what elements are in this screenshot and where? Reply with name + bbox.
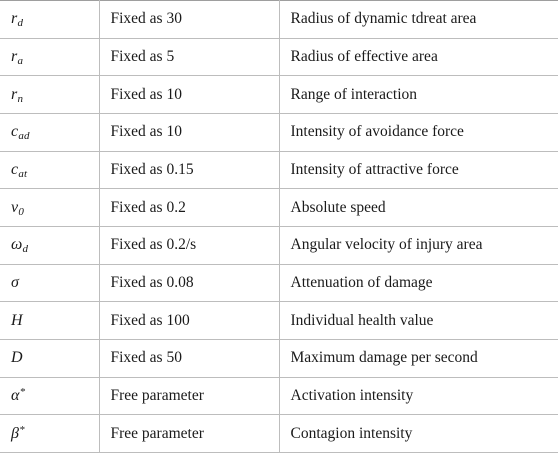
parameter-symbol (11, 10, 24, 30)
value-cell: Fixed as 10 (99, 76, 279, 114)
parameter-symbol (11, 312, 23, 329)
value-cell: Fixed as 0.2 (99, 189, 279, 227)
symbol-cell (0, 38, 99, 76)
table-row (0, 38, 558, 76)
description-cell: Absolute speed (279, 189, 558, 227)
parameter-symbol (11, 236, 29, 256)
parameter-symbol (11, 274, 19, 291)
parameter-symbol (11, 387, 25, 404)
description-cell: Contagion intensity (279, 415, 558, 453)
table-row (0, 339, 558, 377)
symbol-base: r (11, 47, 18, 65)
symbol-cell (0, 264, 99, 302)
description-cell: Individual health value (279, 302, 558, 340)
symbol-subscript: d (22, 243, 29, 256)
table-row (0, 302, 558, 340)
table-row (0, 264, 558, 302)
symbol-subscript: a (17, 54, 24, 67)
value-cell: Fixed as 0.2/s (99, 226, 279, 264)
symbol-base: D (11, 349, 23, 367)
parameter-symbol (11, 199, 24, 216)
value-cell: Fixed as 50 (99, 339, 279, 377)
parameter-symbol (11, 425, 25, 442)
symbol-base: β (11, 424, 20, 442)
value-cell: Fixed as 10 (99, 113, 279, 151)
symbol-base: r (11, 10, 18, 28)
symbol-subscript: d (17, 17, 24, 30)
table-row (0, 151, 558, 189)
symbol-cell (0, 189, 99, 227)
symbol-base: ω (11, 236, 23, 254)
description-cell: Radius of effective area (279, 38, 558, 76)
symbol-base: c (11, 123, 19, 141)
symbol-cell (0, 1, 99, 39)
table-row (0, 226, 558, 264)
symbol-superscript: * (19, 423, 25, 436)
table-row (0, 189, 558, 227)
description-cell: Activation intensity (279, 377, 558, 415)
value-cell: Fixed as 30 (99, 1, 279, 39)
symbol-cell (0, 415, 99, 453)
parameter-symbol (11, 161, 27, 178)
symbol-subscript: n (17, 92, 24, 105)
symbol-base: v (11, 198, 19, 216)
symbol-base: σ (11, 273, 20, 291)
symbol-cell (0, 377, 99, 415)
symbol-cell (0, 226, 99, 264)
symbol-subscript: at (18, 167, 28, 180)
table-row (0, 113, 558, 151)
description-cell: Attenuation of damage (279, 264, 558, 302)
value-cell: Free parameter (99, 377, 279, 415)
description-cell: Maximum damage per second (279, 339, 558, 377)
table-row (0, 415, 558, 453)
parameter-symbol (11, 48, 23, 65)
parameter-symbol (11, 123, 30, 143)
symbol-base: H (11, 311, 23, 329)
symbol-cell (0, 151, 99, 189)
parameter-table-body (0, 1, 558, 453)
parameter-symbol (11, 86, 23, 103)
description-cell: Angular velocity of injury area (279, 226, 558, 264)
value-cell: Fixed as 5 (99, 38, 279, 76)
value-cell: Fixed as 100 (99, 302, 279, 340)
symbol-base: c (11, 160, 19, 178)
table-row (0, 76, 558, 114)
table-row (0, 1, 558, 39)
value-cell: Fixed as 0.15 (99, 151, 279, 189)
symbol-cell (0, 339, 99, 377)
symbol-cell (0, 113, 99, 151)
symbol-subscript: 0 (18, 205, 25, 218)
value-cell: Free parameter (99, 415, 279, 453)
description-cell: Intensity of attractive force (279, 151, 558, 189)
symbol-base: α (11, 386, 20, 404)
description-cell: Radius of dynamic tdreat area (279, 1, 558, 39)
symbol-cell (0, 302, 99, 340)
parameter-symbol (11, 349, 23, 366)
symbol-subscript: ad (18, 130, 30, 143)
description-cell: Range of interaction (279, 76, 558, 114)
description-cell: Intensity of avoidance force (279, 113, 558, 151)
value-cell: Fixed as 0.08 (99, 264, 279, 302)
symbol-superscript: * (19, 385, 26, 398)
symbol-cell (0, 76, 99, 114)
symbol-base: r (11, 85, 18, 103)
table-row (0, 377, 558, 415)
